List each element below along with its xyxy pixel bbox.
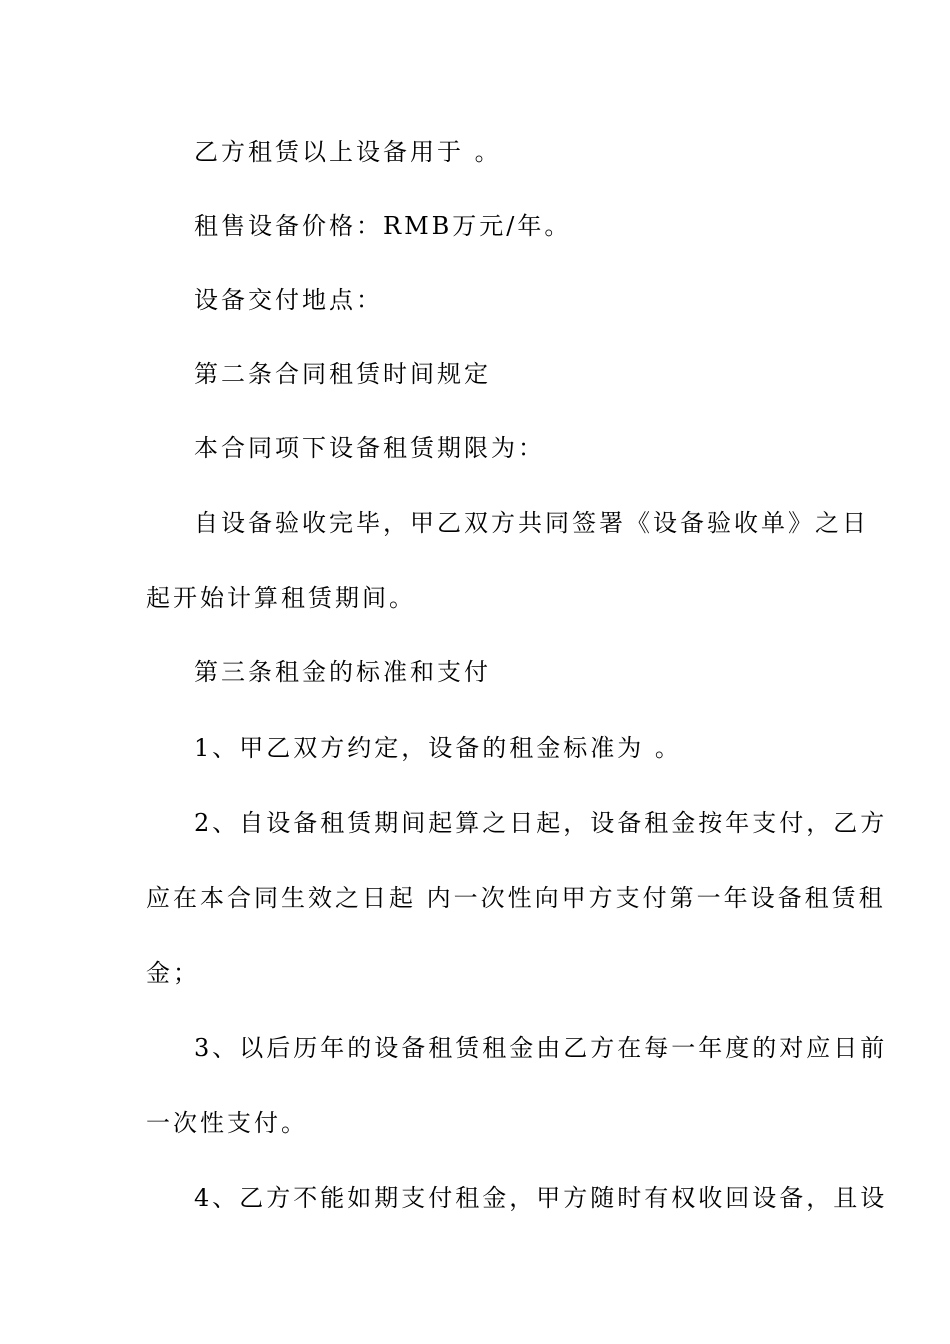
paragraph-line: 设备交付地点： — [194, 286, 383, 314]
section-heading: 第二条合同租赁时间规定 — [194, 360, 491, 388]
paragraph-line: 租售设备价格：RMB万元/年。 — [194, 212, 572, 240]
paragraph-line: 一次性支付。 — [146, 1109, 308, 1137]
paragraph-line: 4、乙方不能如期支付租金，甲方随时有权收回设备，且设 — [194, 1184, 888, 1212]
section-heading: 第三条租金的标准和支付 — [194, 658, 491, 686]
paragraph-line: 金； — [146, 959, 200, 987]
paragraph-line: 2、自设备租赁期间起算之日起，设备租金按年支付，乙方 — [194, 809, 888, 837]
paragraph-line: 本合同项下设备租赁期限为： — [194, 434, 545, 462]
paragraph-line: 起开始计算租赁期间。 — [146, 584, 416, 612]
paragraph-line: 应在本合同生效之日起 内一次性向甲方支付第一年设备租赁租 — [146, 884, 886, 912]
paragraph-line: 1、甲乙双方约定，设备的租金标准为 。 — [194, 734, 682, 762]
paragraph-line: 乙方租赁以上设备用于 。 — [194, 138, 502, 166]
paragraph-line: 3、以后历年的设备租赁租金由乙方在每一年度的对应日前 — [194, 1034, 888, 1062]
paragraph-line: 自设备验收完毕，甲乙双方共同签署《设备验收单》之日 — [194, 509, 869, 537]
